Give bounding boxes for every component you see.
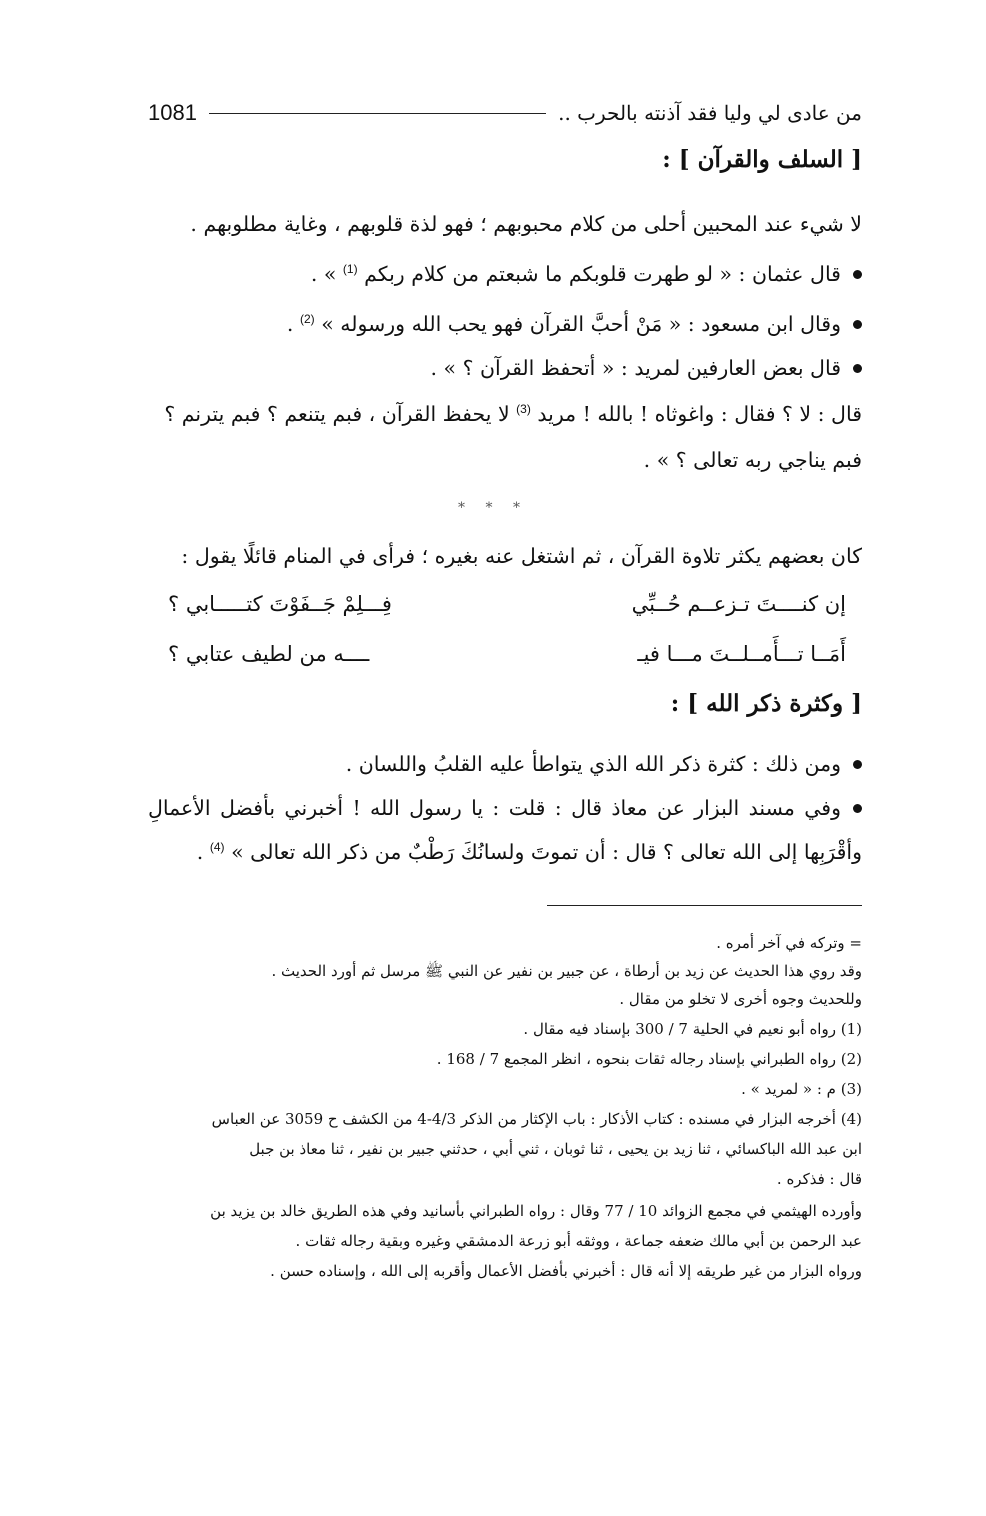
running-header bbox=[148, 96, 862, 130]
footnote-4-line2: ابن عبد الله الباكسائي ، ثنا زيد بن يحيى ، ثنا ثوبان ، ثني أبي ، حدثني جبير بن نفير ، ثنا معاذ بن جبل bbox=[249, 1140, 862, 1158]
bullet2-tail: . bbox=[286, 312, 294, 336]
bullet-icon bbox=[853, 760, 862, 769]
footnote-ref-4[interactable]: (4) bbox=[209, 840, 225, 855]
section1-intro: لا شيء عند المحبين أحلى من كلام محبوبهم ؛ فهو لذة قلوبهم ، وغاية مطلوبهم . bbox=[190, 212, 862, 236]
bullet1-tail: » . bbox=[310, 262, 337, 286]
footnote-continued: = وتركه في آخر أمره . bbox=[716, 934, 862, 952]
footnote-ref-2[interactable]: (2) bbox=[299, 312, 315, 327]
bullet-icon bbox=[853, 804, 862, 813]
footnote-4-line6: ورواه البزار من غير طريقه إلا أنه قال : أخبرني بأفضل الأعمال وأقربه إلى الله ، وإسناده حسن . bbox=[270, 1262, 862, 1280]
footnote-3: (3) م : « لمريد » . bbox=[741, 1080, 862, 1098]
section3-bullet1-text: ومن ذلك : كثرة ذكر الله الذي يتواطأ عليه القلبُ واللسان . bbox=[345, 752, 841, 776]
verse2-first-hemistich: أَمَــا تـــأَمــلــتَ مـــا فيـ bbox=[637, 642, 846, 666]
para-line1-part-a: قال : لا ؟ فقال : واغوثاه ! بالله ! مريد bbox=[537, 402, 862, 426]
verse-line-2 bbox=[168, 642, 846, 666]
section-heading-salaf: [ السلف والقرآن ] : bbox=[662, 146, 862, 173]
footnote-4-line5: عبد الرحمن بن أبي مالك ضعفه جماعة ، ووثقه أبو زرعة الدمشقي وغيره وبقية رجاله ثقات . bbox=[295, 1232, 862, 1250]
bullet3-text: قال بعض العارفين لمريد : « أتحفظ القرآن ؟ » . bbox=[430, 356, 841, 380]
footnote-separator bbox=[547, 905, 862, 906]
bullet-icon bbox=[853, 320, 862, 329]
footnote-4-line4: وأورده الهيثمي في مجمع الزوائد 10 / 77 وقال : رواه الطبراني بأسانيد وفي هذه الطريق خالد بن يزيد بن bbox=[210, 1202, 862, 1220]
running-title: من عادى لي وليا فقد آذنته بالحرب .. bbox=[558, 101, 862, 125]
para-line1-part-b: لا يحفظ القرآن ، فبم يتنعم ؟ فبم يترنم ؟ bbox=[164, 402, 510, 426]
section3-bullet2-line1 bbox=[148, 796, 862, 820]
footnote-cont-line3: وللحديث وجوه أخرى لا تخلو من مقال . bbox=[619, 990, 862, 1008]
section1-bullet3 bbox=[431, 356, 862, 380]
footnote-1: (1) رواه أبو نعيم في الحلية 7 / 300 بإسناد فيه مقال . bbox=[523, 1020, 862, 1038]
bullet2-text: وقال ابن مسعود : « مَنْ أحبَّ القرآن فهو يحب الله ورسوله » bbox=[321, 312, 841, 336]
verse-line-1 bbox=[168, 592, 846, 616]
bullet-icon bbox=[853, 364, 862, 373]
footnote-cont-line2: وقد روي هذا الحديث عن زيد بن أرطاة ، عن جبير بن نفير عن النبي ﷺ مرسل ثم أورد الحديث . bbox=[271, 962, 862, 980]
section3-bullet2-tail: . bbox=[196, 840, 204, 864]
bullet1-text: قال عثمان : « لو طهرت قلوبكم ما شبعتم من كلام ربكم bbox=[364, 262, 841, 286]
verse2-second-hemistich: ــــه من لطيف عتابي ؟ bbox=[168, 642, 370, 666]
section1-para-line2: فبم يناجي ربه تعالى ؟ » . bbox=[643, 448, 862, 472]
footnote-4-line3: قال : فذكره . bbox=[776, 1170, 862, 1188]
page-number: 1081 bbox=[148, 100, 197, 125]
section3-bullet2-line2-text: وأقْرَبِها إلى الله تعالى ؟ قال : أن تموتَ ولسانُكَ رَطْبٌ من ذكر الله تعالى » bbox=[231, 840, 862, 864]
section3-bullet1 bbox=[346, 752, 862, 776]
verse1-second-hemistich: فِـــلِمْ جَــفَوْتَ كتـــــابي ؟ bbox=[168, 592, 392, 616]
footnote-ref-1[interactable]: (1) bbox=[342, 262, 358, 277]
section1-bullet2 bbox=[287, 312, 862, 336]
bullet-icon bbox=[853, 270, 862, 279]
verse1-first-hemistich: إن كنــــتَ تـزعــم حُــبِّي bbox=[631, 592, 846, 616]
header-rule bbox=[209, 113, 546, 114]
section1-bullet1 bbox=[311, 262, 862, 286]
footnote-ref-3[interactable]: (3) bbox=[516, 402, 531, 417]
section3-bullet2-line1-text: وفي مسند البزار عن معاذ قال : قلت : يا رسول الله ! أخبرني بأفضل الأعمالِ bbox=[148, 796, 841, 820]
footnote-2: (2) رواه الطبراني بإسناد رجاله ثقات بنحوه ، انظر المجمع 7 / 168 . bbox=[436, 1050, 862, 1068]
section1-para-line1 bbox=[164, 402, 862, 426]
footnote-4-line1: (4) أخرجه البزار في مسنده : كتاب الأذكار : باب الإكثار من الذكر 4/3-4 من الكشف ح 3059 عن العباس bbox=[211, 1110, 862, 1128]
section-separator: * * * bbox=[458, 500, 528, 516]
section2-intro: كان بعضهم يكثر تلاوة القرآن ، ثم اشتغل عنه بغيره ؛ فرأى في المنام قائلًا يقول : bbox=[181, 544, 862, 568]
section3-bullet2-line2 bbox=[197, 840, 862, 864]
section-heading-dhikr: [ وكثرة ذكر الله ] : bbox=[670, 690, 862, 717]
